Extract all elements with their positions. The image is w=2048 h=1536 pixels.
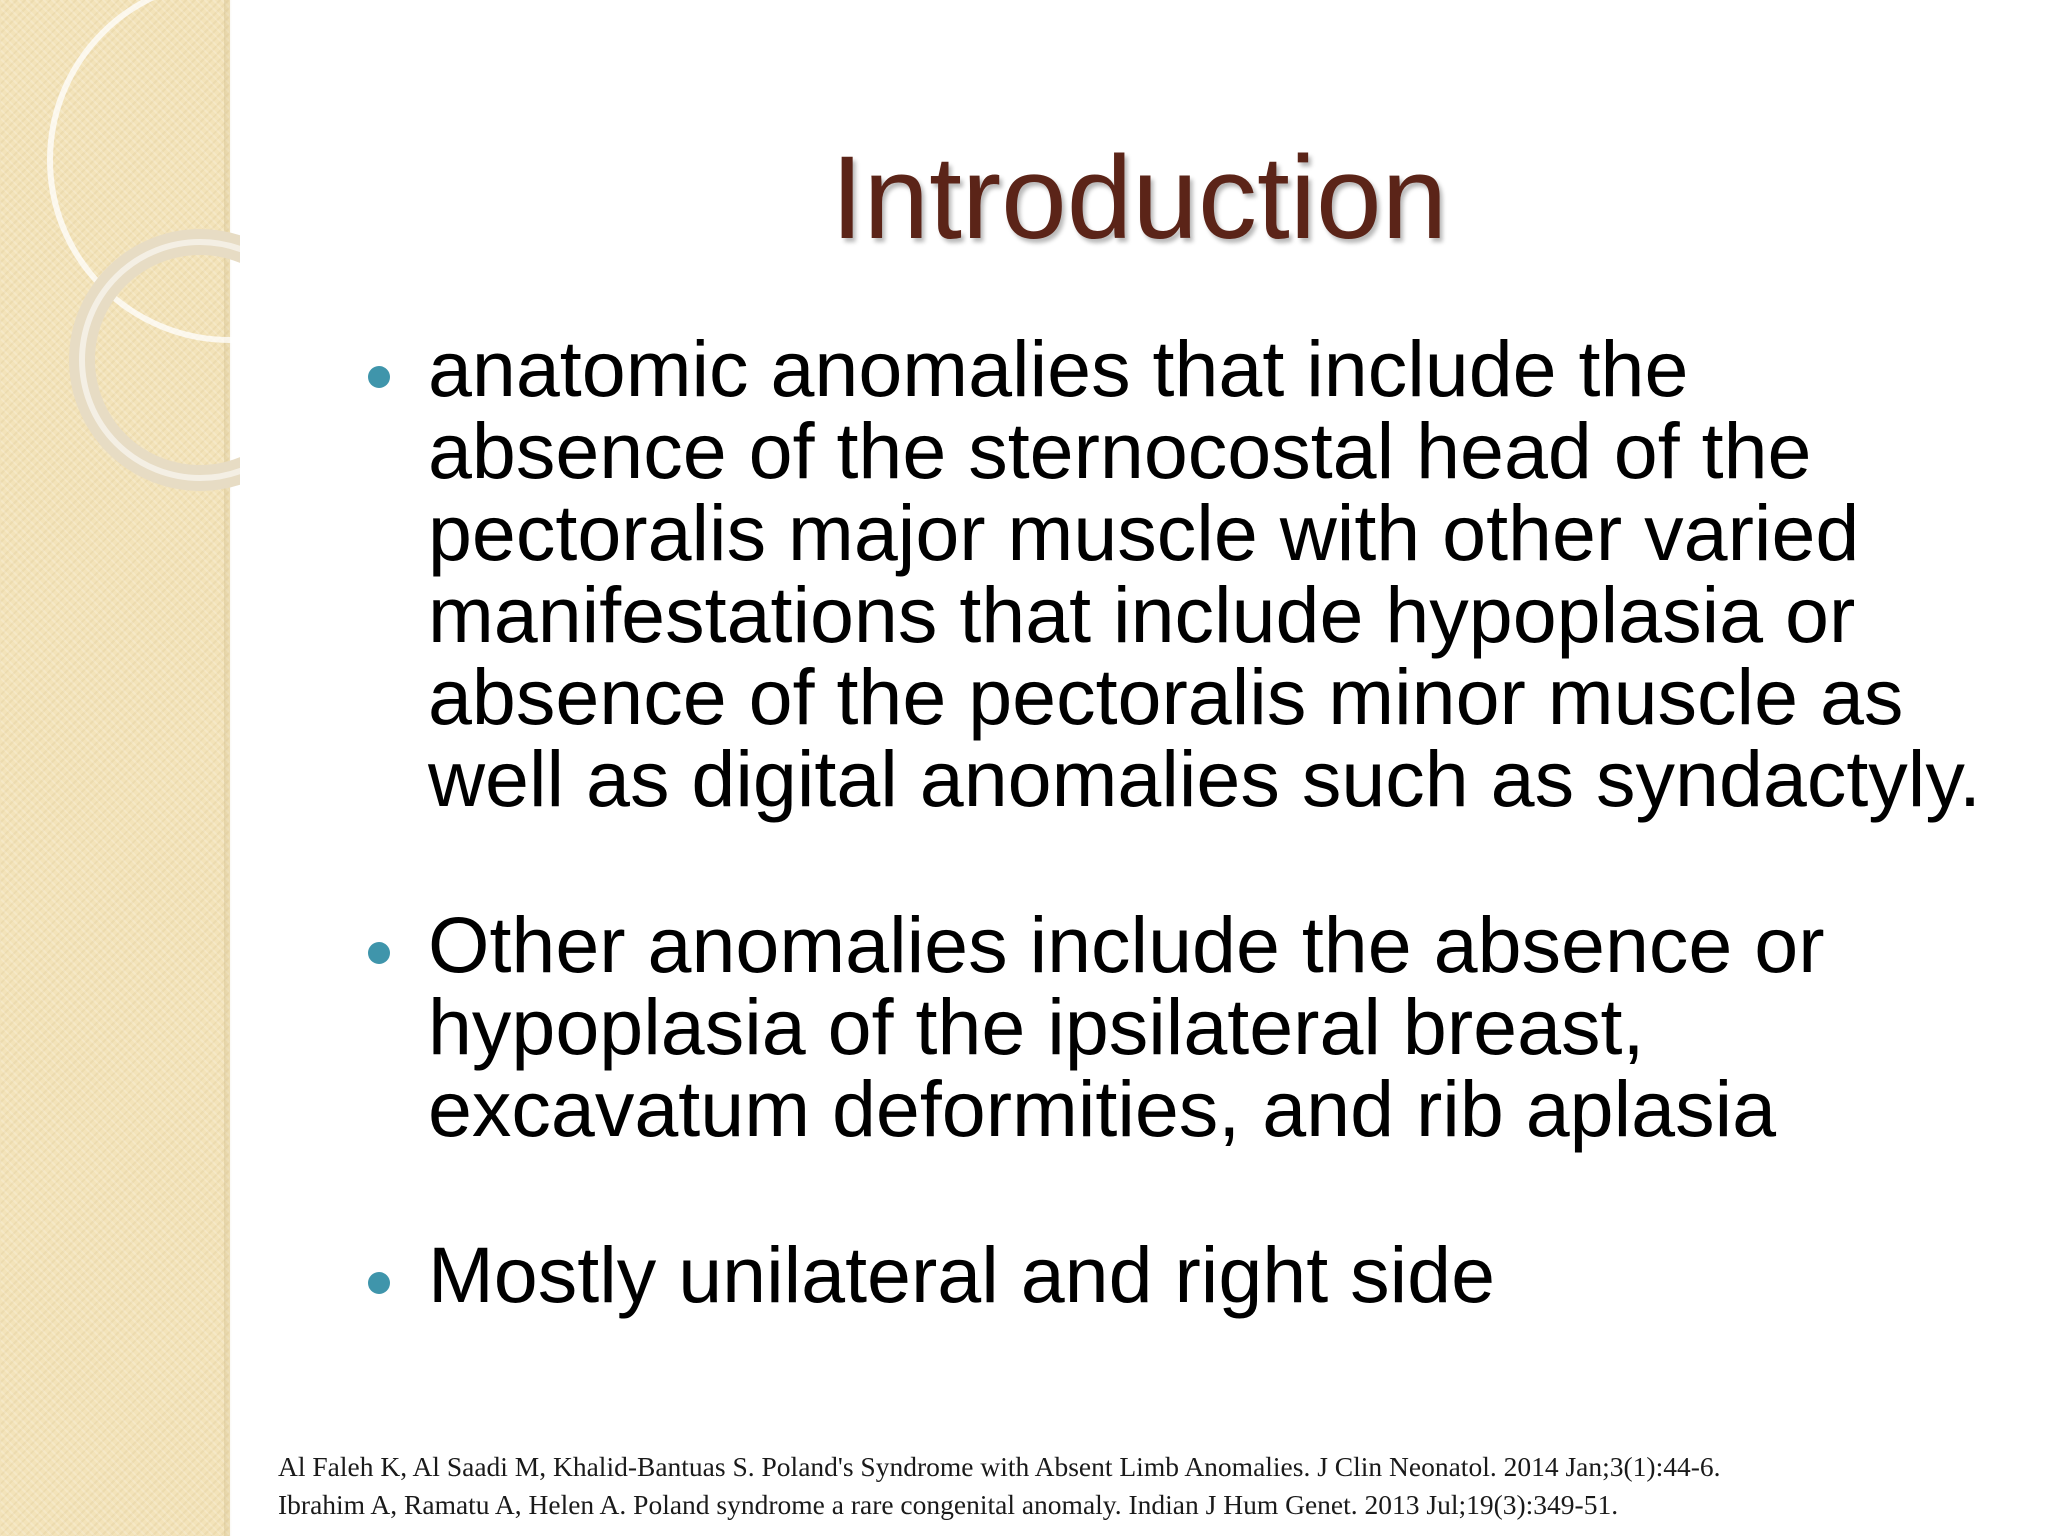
bullet-text: Mostly unilateral and right side xyxy=(428,1230,1496,1319)
bullet-item xyxy=(358,328,2008,823)
slide-title: Introduction xyxy=(830,132,1448,264)
bullet-dot-icon xyxy=(368,942,390,964)
reference-line: Al Faleh K, Al Saadi M, Khalid-Bantuas S. Poland's Syndrome with Absent Limb Anomalies. J Clin Neonatol. 2014 Jan;3(1):44-6. xyxy=(278,1451,1721,1482)
bullet-text: anatomic anomalies that include the absence of the sternocostal head of the pectoralis major muscle with other varied manifestations that include hypoplasia or absence of the pectoralis minor muscle as well as digital anomalies such as syndactyly. xyxy=(428,328,1981,823)
references xyxy=(278,1448,2018,1524)
bullet-item xyxy=(358,900,2008,1153)
bullet-text: Other anomalies include the absence or hypoplasia of the ipsilateral breast, excavatum deformities, and rib aplasia xyxy=(428,900,1825,1153)
bullet-item xyxy=(358,1230,2008,1319)
decorative-rings xyxy=(0,0,240,520)
reference-line: Ibrahim A, Ramatu A, Helen A. Poland syndrome a rare congenital anomaly. Indian J Hum Genet. 2013 Jul;19(3):349-51. xyxy=(278,1489,1619,1520)
bullet-dot-icon xyxy=(368,366,390,388)
bullet-dot-icon xyxy=(368,1272,390,1294)
bullet-list xyxy=(358,328,2008,1426)
